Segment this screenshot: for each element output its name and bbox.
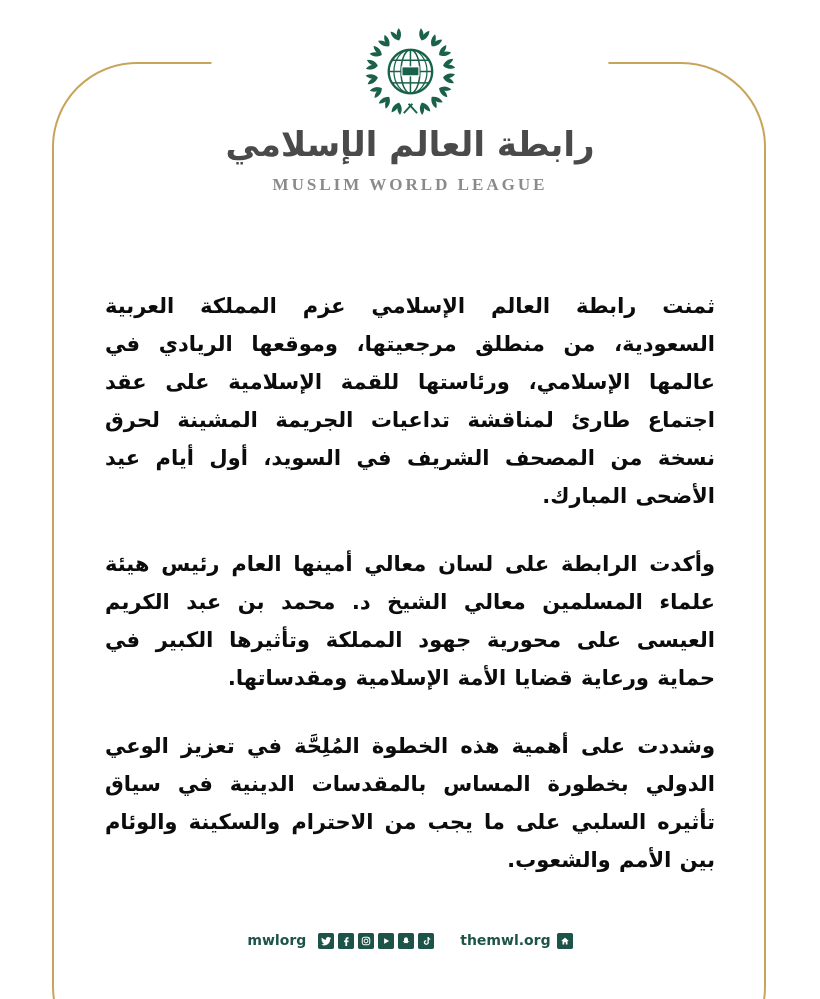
youtube-icon: [378, 933, 394, 949]
twitter-icon: [318, 933, 334, 949]
social-handle: mwlorg: [247, 933, 307, 949]
statement-paragraph: ثمنت رابطة العالم الإسلامي عزم المملكة العربية السعودية، من منطلق مرجعيتها، وموقعها الريادي في عالمها الإسلامي، ورئاستها للقمة الإسلامية على عقد اجتماع طارئ لمناقشة تداعيات الجريمة المشينة لحرق نسخة من المصحف الشريف في السويد، أول أيام عيد الأضحى المبارك.: [105, 294, 715, 508]
org-name-arabic-calligraphy: رابطة العالم الإسلامي: [225, 125, 595, 165]
statement-paragraph: وأكدت الرابطة على لسان معالي أمينها العام رئيس هيئة علماء المسلمين معالي الشيخ د. محمد بن عبد الكريم العيسى على محورية جهود المملكة وتأثيرها الكبير في حماية ورعاية قضايا الأمة الإسلامية ومقدساتها.: [105, 552, 715, 690]
wreath-globe-icon: [358, 28, 462, 117]
statement-paragraph: وشددت على أهمية هذه الخطوة المُلِحَّة في تعزيز الوعي الدولي بخطورة المساس بالمقدسات الدينية في سياق تأثيره السلبي على ما يجب من الاحترام والسكينة والوئام بين الأمم والشعوب.: [105, 734, 715, 872]
footer: [0, 933, 820, 949]
instagram-icon: [358, 933, 374, 949]
org-name-english: MUSLIM WORLD LEAGUE: [272, 175, 548, 194]
statement-body: [105, 287, 715, 879]
facebook-icon: [338, 933, 354, 949]
mwl-logo: [211, 28, 608, 195]
social-icon-row: [318, 933, 434, 949]
tiktok-icon: [418, 933, 434, 949]
home-icon: [557, 933, 573, 949]
website-url: themwl.org: [460, 933, 551, 949]
snapchat-icon: [398, 933, 414, 949]
